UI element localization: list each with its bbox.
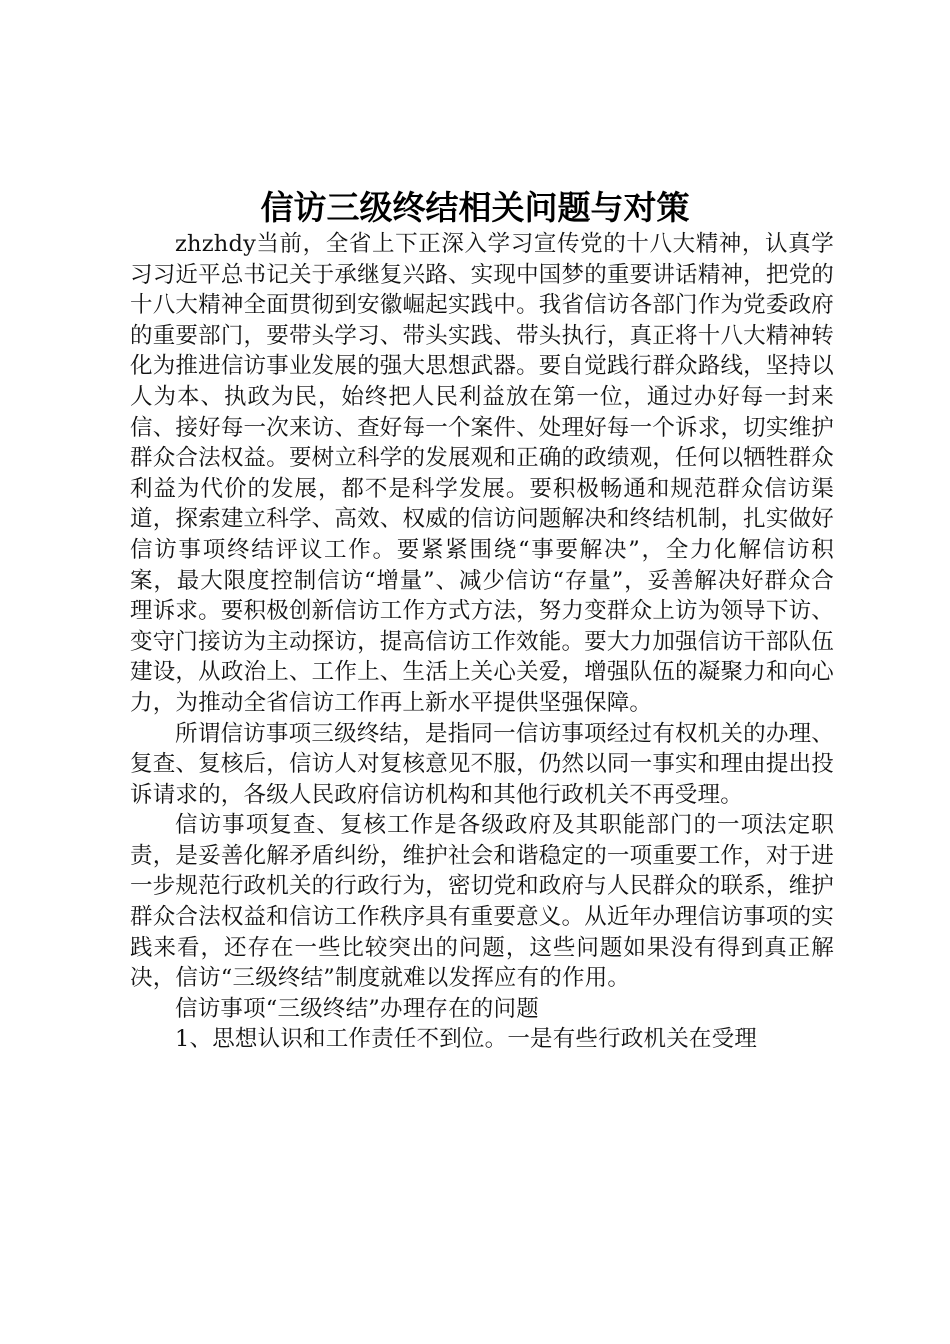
paragraph-definition: 所谓信访事项三级终结，是指同一信访事项经过有权机关的办理、复查、复核后，信访人对复核意见不服，仍然以同一事实和理由提出投诉请求的，各级人民政府信访机构和其他行政机关不再受理。 <box>130 720 834 808</box>
document-title: 信访三级终结相关问题与对策 <box>260 188 690 227</box>
section-heading: 信访事项“三级终结”办理存在的问题 <box>175 995 539 1022</box>
paragraph-item-1: 1、思想认识和工作责任不到位。一是有些行政机关在受理 <box>175 1026 758 1053</box>
paragraph-significance: 信访事项复查、复核工作是各级政府及其职能部门的一项法定职责，是妥善化解矛盾纠纷，维护社会和谐稳定的一项重要工作，对于进一步规范行政机关的行政行为，密切党和政府与人民群众的联系，维护群众合法权益和信访工作秩序具有重要意义。从近年办理信访事项的实践来看，还存在一些比较突出的问题，这些问题如果没有得到真正解决，信访“三级终结”制度就难以发挥应有的作用。 <box>130 812 834 992</box>
paragraph-intro: zhzhdy当前，全省上下正深入学习宣传党的十八大精神，认真学习习近平总书记关于承继复兴路、实现中国梦的重要讲话精神，把党的十八大精神全面贯彻到安徽崛起实践中。我省信访各部门作为党委政府的重要部门，要带头学习、带头实践、带头执行，真正将十八大精神转化为推进信访事业发展的强大思想武器。要自觉践行群众路线，坚持以人为本、执政为民，始终把人民利益放在第一位，通过办好每一封来信、接好每一次来访、查好每一个案件、处理好每一个诉求，切实维护群众合法权益。要树立科学的发展观和正确的政绩观，任何以牺牲群众利益为代价的发展，都不是科学发展。要积极畅通和规范群众信访渠道，探索建立科学、高效、权威的信访问题解决和终结机制，扎实做好信访事项终结评议工作。要紧紧围绕“事要解决”，全力化解信访积案，最大限度控制信访“增量”、减少信访“存量”，妥善解决好群众合理诉求。要积极创新信访工作方式方法，努力变群众上访为领导下访、变守门接访为主动探访，提高信访工作效能。要大力加强信访干部队伍建设，从政治上、工作上、生活上关心关爱，增强队伍的凝聚力和向心力，为推动全省信访工作再上新水平提供坚强保障。 <box>130 231 834 716</box>
document-body <box>130 229 834 1055</box>
